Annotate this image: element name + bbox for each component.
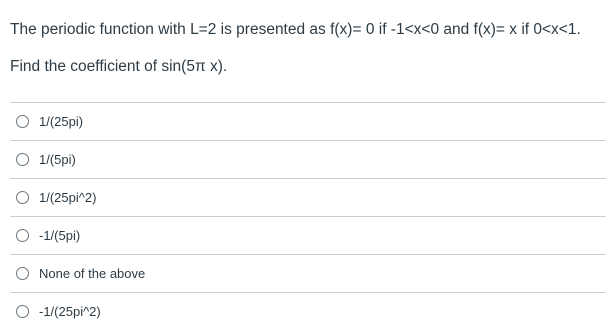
radio-button-icon[interactable]	[16, 267, 29, 280]
radio-button-icon[interactable]	[16, 153, 29, 166]
answer-list	[10, 102, 606, 330]
answer-label: -1/(25pi^2)	[39, 304, 101, 319]
answer-option-3[interactable]	[10, 178, 606, 216]
answer-label: 1/(25pi^2)	[39, 190, 97, 205]
question-line-2: Find the coefficient of sin(5π x).	[10, 58, 228, 75]
answer-option-1[interactable]	[10, 102, 606, 140]
answer-option-5[interactable]	[10, 254, 606, 292]
answer-option-6[interactable]	[10, 292, 606, 330]
answer-label: 1/(5pi)	[39, 152, 76, 167]
radio-button-icon[interactable]	[16, 115, 29, 128]
answer-option-4[interactable]	[10, 216, 606, 254]
radio-button-icon[interactable]	[16, 305, 29, 318]
answer-label: -1/(5pi)	[39, 228, 81, 243]
question-line-1: The periodic function with L=2 is presented as f(x)= 0 if -1<x<0 and f(x)= x if 0<x<1.	[10, 21, 581, 38]
radio-button-icon[interactable]	[16, 191, 29, 204]
radio-button-icon[interactable]	[16, 229, 29, 242]
answer-label: 1/(25pi)	[39, 114, 84, 129]
answer-label: None of the above	[39, 266, 146, 281]
answer-option-2[interactable]	[10, 140, 606, 178]
